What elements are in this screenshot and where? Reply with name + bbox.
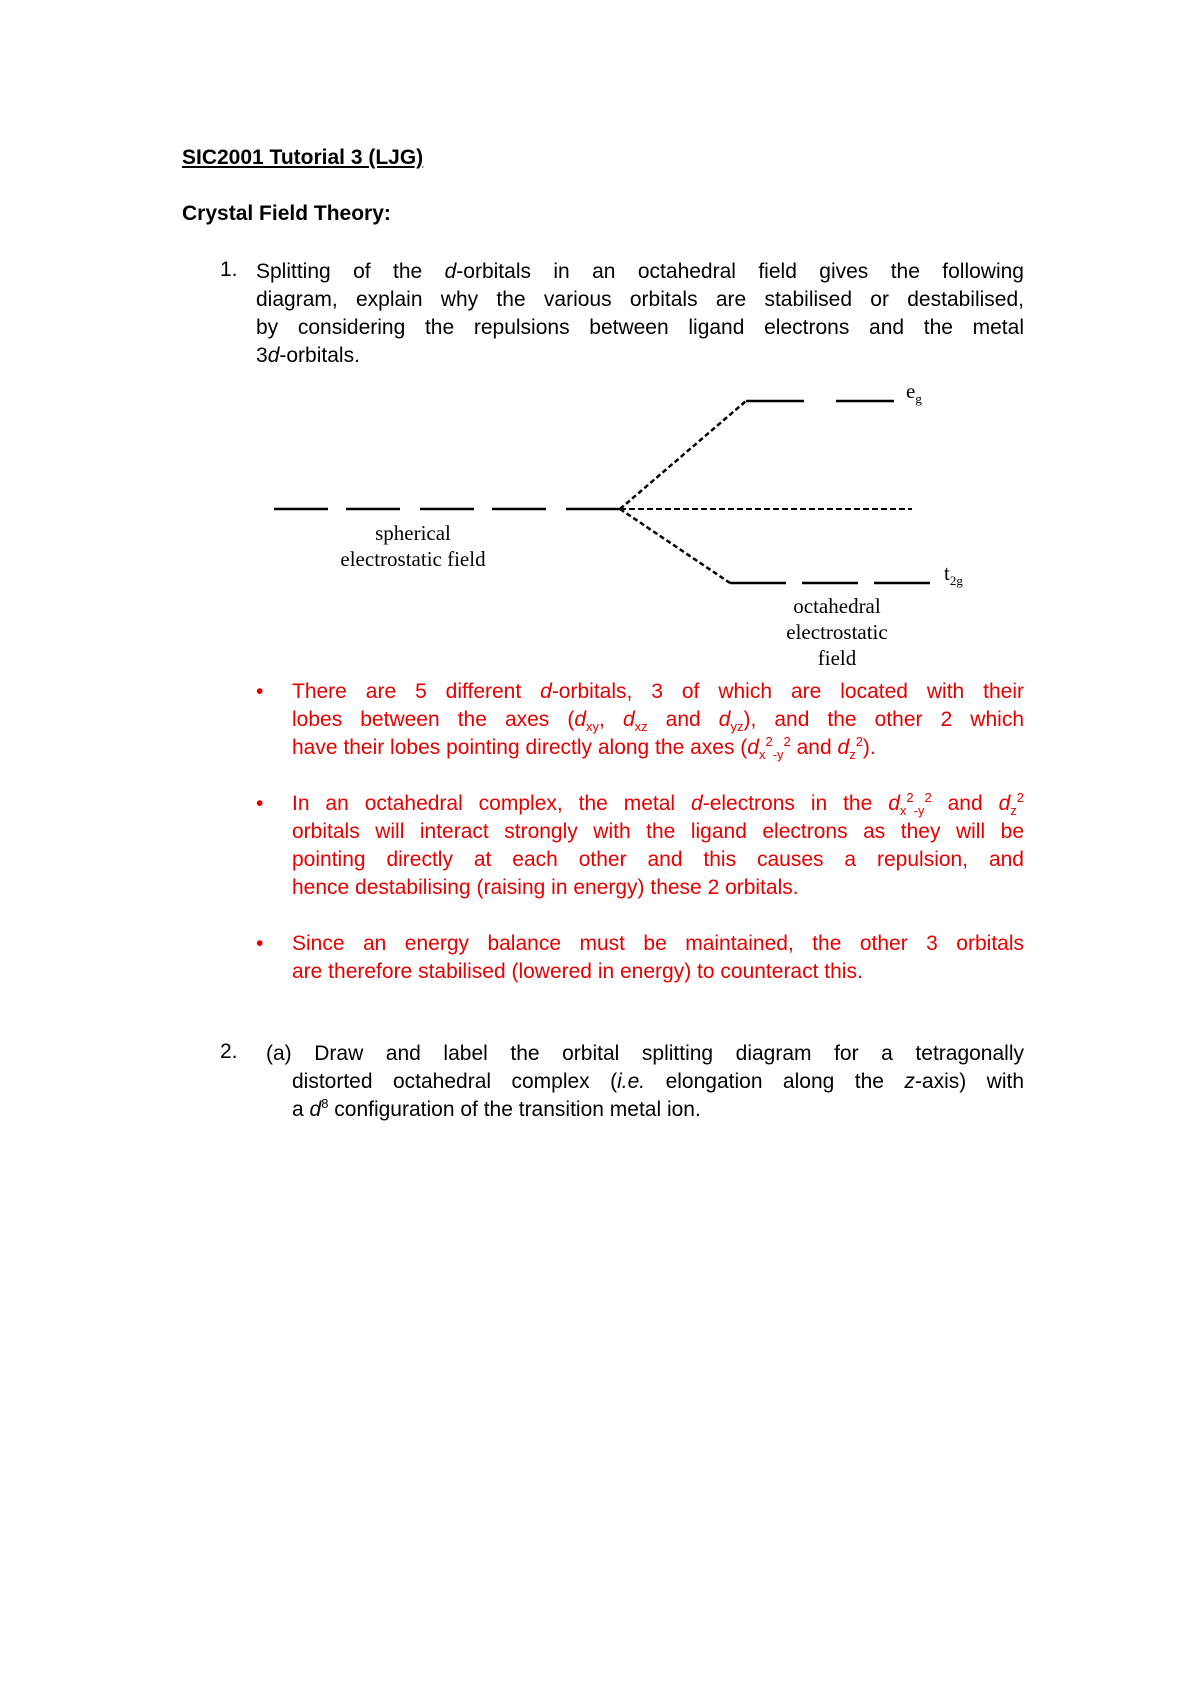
question-2-text — [266, 1040, 1024, 1068]
question-1-number: 1. — [220, 258, 238, 281]
answer-2-line-3: pointing directly at each other and this causes a repulsion, and — [292, 848, 1024, 871]
question-2-line-2: distorted octahedral complex (i.e. elongation along the z-axis) with — [292, 1070, 1025, 1093]
question-1-line-1: Splitting of the d-orbitals in an octahedral field gives the following — [256, 260, 1024, 283]
bullet-dot-icon: • — [256, 792, 264, 815]
question-2-text-cont — [292, 1068, 1024, 1124]
octahedral-field-label — [752, 593, 922, 671]
answer-3-line-2: are therefore stabilised (lowered in energy) to counteract this. — [292, 960, 863, 983]
section-heading: Crystal Field Theory: — [182, 202, 391, 225]
connector-to-t2g — [620, 509, 730, 583]
spherical-field-label — [318, 520, 508, 572]
splitting-connectors — [620, 401, 746, 583]
question-2-line-3: a $d^8$ configuration of the transition metal ion. — [292, 1096, 701, 1121]
document-title: SIC2001 Tutorial 3 (LJG) — [182, 146, 424, 169]
answer-2-line-2: orbitals will interact strongly with the ligand electrons as they will be — [292, 820, 1024, 843]
eg-label: $e_g$ — [906, 379, 922, 407]
octahedral-label-line-1: octahedral — [793, 594, 881, 618]
spherical-label-line-2: electrostatic field — [340, 547, 486, 571]
question-2-line-1: (a) Draw and label the orbital splitting diagram for a tetragonally — [266, 1042, 1024, 1065]
question-1-line-2: diagram, explain why the various orbitals are stabilised or destabilised, — [256, 288, 1024, 311]
question-1-text — [256, 258, 1024, 370]
answer-2-line-4: hence destabilising (raising in energy) these 2 orbitals. — [292, 876, 799, 899]
octahedral-label-line-2: electrostatic — [786, 620, 888, 644]
answer-1-line-3: have their lobes pointing directly along the axes ($d_x^2_{-y}^2$ and $d_z^2$). — [292, 734, 876, 763]
answer-1-line-2: lobes between the axes ($d_{xy}$, $d_{xz}$ and $d_{yz}$), and the other 2 which — [292, 708, 1024, 735]
bullet-dot-icon: • — [256, 932, 264, 955]
bullet-dot-icon: • — [256, 680, 264, 703]
orbital-splitting-diagram — [0, 360, 1200, 680]
connector-to-eg — [620, 401, 746, 509]
answer-2-line-1: In an octahedral complex, the metal d-electrons in the $d_x^2_{-y}^2$ and $d_z^2$ — [292, 790, 1024, 819]
question-2-number: 2. — [220, 1040, 238, 1063]
octahedral-label-line-3: field — [817, 646, 857, 670]
answer-1-line-1: There are 5 different d-orbitals, 3 of which are located with their — [292, 680, 1025, 703]
t2g-label: $t_{2g}$ — [944, 561, 963, 589]
answer-3-line-1: Since an energy balance must be maintained, the other 3 orbitals — [292, 932, 1024, 955]
question-1-line-4: 3d-orbitals. — [256, 344, 360, 367]
spherical-label-line-1: spherical — [375, 521, 451, 545]
question-1-line-3: by considering the repulsions between ligand electrons and the metal — [256, 316, 1024, 339]
